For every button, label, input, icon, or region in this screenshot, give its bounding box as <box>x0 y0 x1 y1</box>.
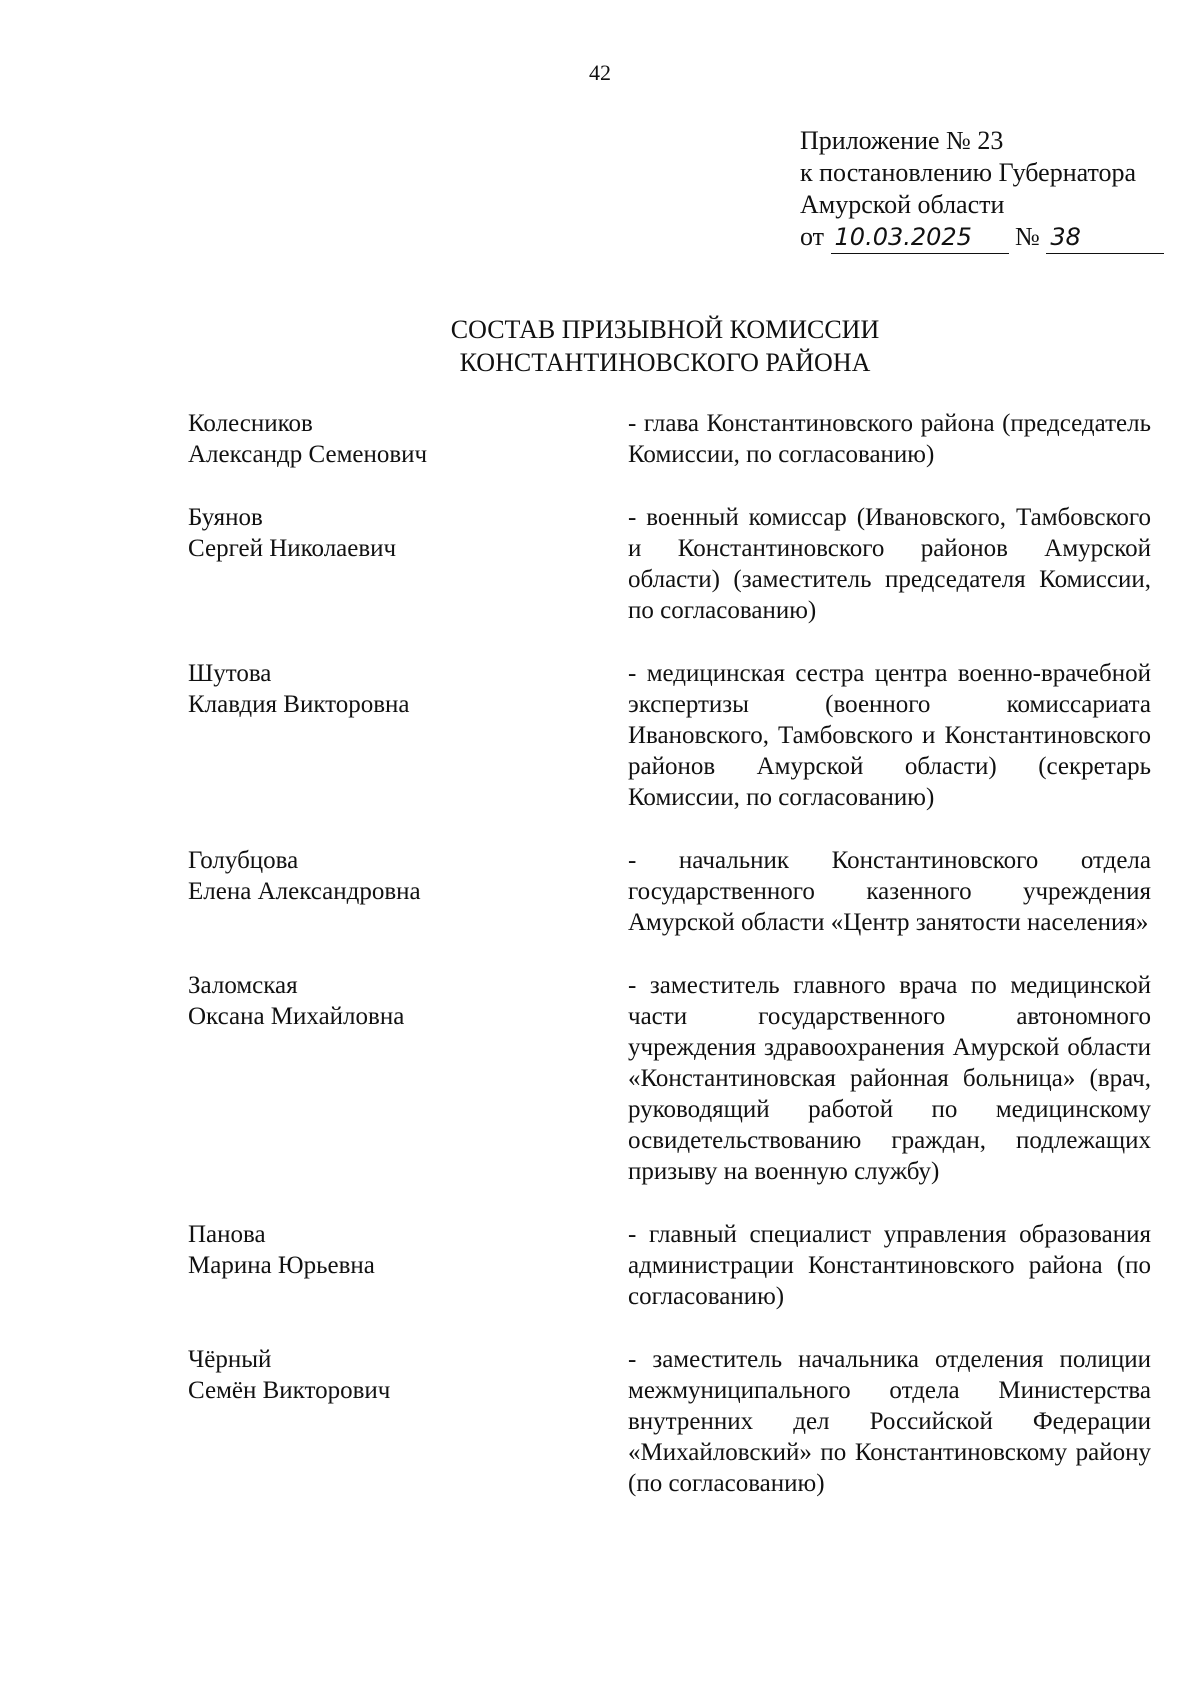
member-entry <box>188 408 1151 470</box>
member-surname: Колесников <box>188 410 313 437</box>
member-name <box>188 658 628 813</box>
handwritten-date: 10.03.2025 <box>831 221 1009 254</box>
page-number: 42 <box>589 60 611 85</box>
member-entry <box>188 658 1151 813</box>
title-line-2: КОНСТАНТИНОВСКОГО РАЙОНА <box>459 348 871 377</box>
member-entry <box>188 502 1151 626</box>
member-entry <box>188 1344 1151 1499</box>
member-surname: Заломская <box>188 972 298 999</box>
member-role: - заместитель начальника отделения полиции межмуниципального отдела Министерства внутренних дел Российской Федерации «Михайловский» по Константиновскому району (по согласованию) <box>628 1346 1151 1497</box>
member-name <box>188 1344 628 1499</box>
appendix-date-line <box>800 221 1164 254</box>
member-surname: Чёрный <box>188 1346 272 1373</box>
member-given-name: Клавдия Викторовна <box>188 691 410 718</box>
member-given-name: Александр Семенович <box>188 441 428 468</box>
handwritten-number: 38 <box>1046 221 1164 254</box>
appendix-region: Амурской области <box>800 190 1005 219</box>
member-given-name: Семён Викторович <box>188 1377 391 1404</box>
document-title <box>0 313 1200 379</box>
member-name <box>188 845 628 938</box>
appendix-reference: к постановлению Губернатора <box>800 158 1137 187</box>
appendix-number: Приложение № 23 <box>800 126 1004 155</box>
member-surname: Буянов <box>188 504 263 531</box>
members-list <box>188 408 1151 1531</box>
member-role: - начальник Константиновского отдела государственного казенного учреждения Амурской области «Центр занятости населения» <box>628 847 1151 936</box>
member-entry <box>188 845 1151 938</box>
member-entry <box>188 1219 1151 1312</box>
member-surname: Шутова <box>188 660 272 687</box>
member-surname: Голубцова <box>188 847 299 874</box>
appendix-block <box>800 125 1164 254</box>
member-given-name: Оксана Михайловна <box>188 1003 405 1030</box>
member-entry <box>188 970 1151 1187</box>
member-role: - военный комиссар (Ивановского, Тамбовского и Константиновского районов Амурской области) (заместитель председателя Комиссии, по согласованию) <box>628 504 1151 624</box>
member-name <box>188 408 628 470</box>
member-name <box>188 1219 628 1312</box>
member-role: - главный специалист управления образования администрации Константиновского района (по согласованию) <box>628 1221 1151 1310</box>
member-name <box>188 502 628 626</box>
title-line-1: СОСТАВ ПРИЗЫВНОЙ КОМИССИИ <box>450 315 880 344</box>
member-surname: Панова <box>188 1221 266 1248</box>
member-role: - глава Константиновского района (председатель Комиссии, по согласованию) <box>628 410 1151 468</box>
member-role: - заместитель главного врача по медицинской части государственного автономного учреждения здравоохранения Амурской области «Константиновская районная больница» (врач, руководящий работой по медицинскому освидетельствованию граждан, подлежащих призыву на военную службу) <box>628 972 1151 1185</box>
number-sign: № <box>1015 222 1040 251</box>
member-given-name: Сергей Николаевич <box>188 535 397 562</box>
member-given-name: Елена Александровна <box>188 878 421 905</box>
member-given-name: Марина Юрьевна <box>188 1252 375 1279</box>
member-name <box>188 970 628 1187</box>
member-role: - медицинская сестра центра военно-врачебной экспертизы (военного комиссариата Ивановского, Тамбовского и Константиновского районов Амурской области) (секретарь Комиссии, по согласованию) <box>628 660 1151 811</box>
date-prefix: от <box>800 222 825 251</box>
